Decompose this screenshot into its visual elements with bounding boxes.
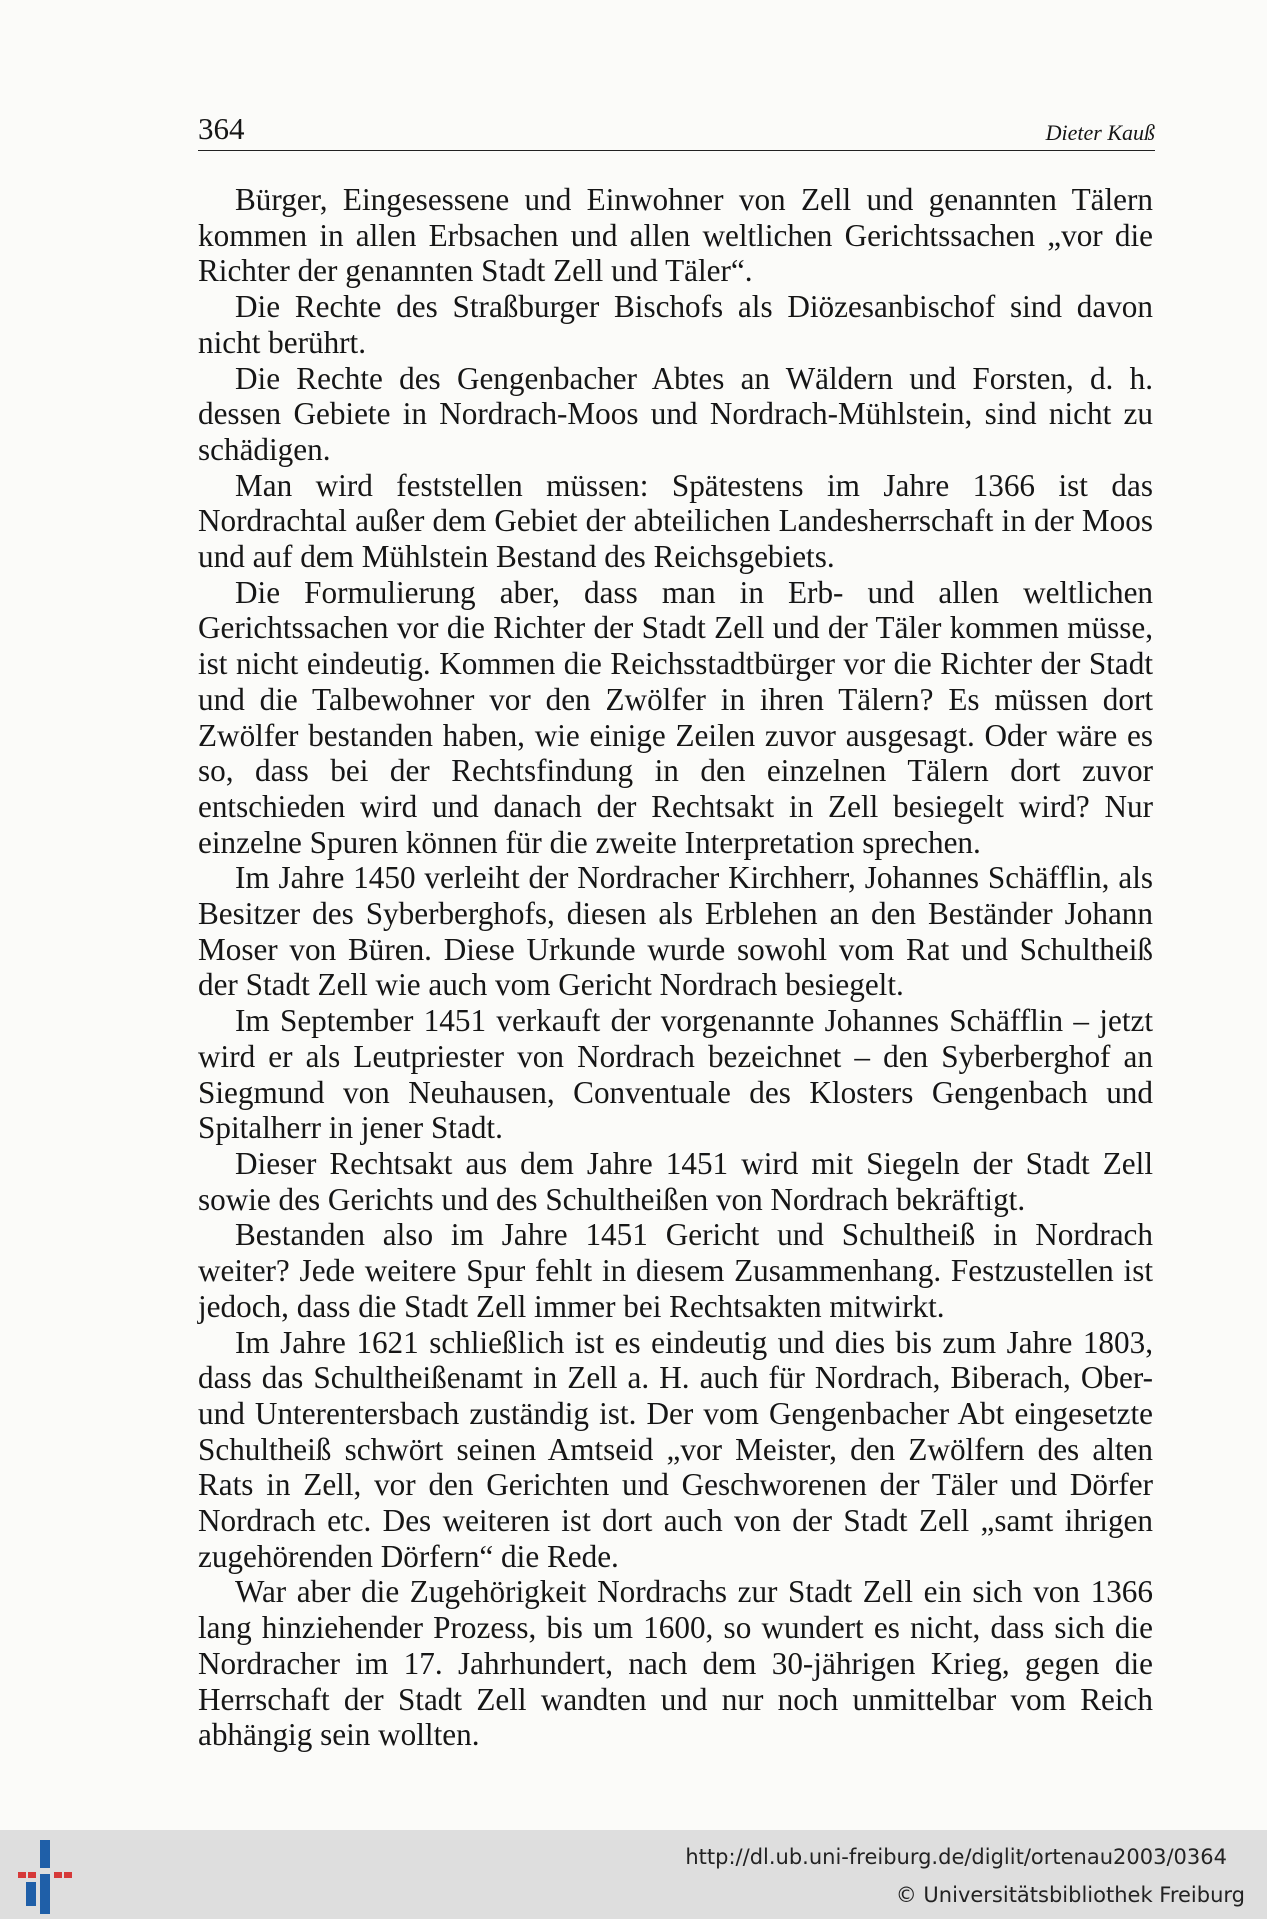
paragraph: Im Jahre 1450 verleiht der Nordracher Kirchherr, Johannes Schäfflin, als Besitzer des Syberberghofs, diesen als Erblehen an den Beständer Johann Moser von Büren. Diese Urkunde wurde sowohl vom Rat und Schultheiß der Stadt Zell wie auch vom Gericht Nordrach besiegelt. [198,860,1153,1003]
body-text [198,182,1153,1753]
paragraph: Die Rechte des Gengenbacher Abtes an Wäldern und Forsten, d. h. dessen Gebiete in Nordrach-Moos und Nordrach-Mühlstein, sind nicht zu schädigen. [198,360,1153,467]
paragraph: Bestanden also im Jahre 1451 Gericht und Schultheiß in Nordrach weiter? Jede weitere Spur fehlt in diesem Zusammenhang. Festzustellen ist jedoch, dass die Stadt Zell immer bei Rechtsakten mitwirkt. [198,1217,1153,1324]
paragraph: Bürger, Eingesessene und Einwohner von Zell und genannten Tälern kommen in allen Erbsachen und allen weltlichen Gerichtssachen „vor die Richter der genannten Stadt Zell und Täler“. [198,182,1153,289]
permalink-url[interactable]: http://dl.ub.uni-freiburg.de/diglit/ortenau2003/0364 [685,1845,1227,1869]
paragraph: Im September 1451 verkauft der vorgenannte Johannes Schäfflin – jetzt wird er als Leutpriester von Nordrach bezeichnet – den Syberberghof an Siegmund von Neuhausen, Conventuale des Klosters Gengenbach und Spitalherr in jener Stadt. [198,1003,1153,1146]
library-footer [0,1830,1267,1919]
copyright-notice: © Universitätsbibliothek Freiburg [895,1883,1245,1907]
paragraph: Dieser Rechtsakt aus dem Jahre 1451 wird mit Siegeln der Stadt Zell sowie des Gerichts und des Schultheißen von Nordrach bekräftigt. [198,1145,1153,1217]
paragraph: Die Formulierung aber, dass man in Erb- und allen weltlichen Gerichtssachen vor die Richter der Stadt Zell und der Täler kommen müsse, ist nicht eindeutig. Kommen die Reichsstadtbürger vor die Richter der Stadt und die Talbewohner vor den Zwölfer in ihren Tälern? Es müssen dort Zwölfer bestanden haben, wie einige Zeilen zuvor ausgesagt. Oder wäre es so, dass bei der Rechtsfindung in den einzelnen Tälern dort zuvor entschieden wird und danach der Rechtsakt in Zell besiegelt wird? Nur einzelne Spuren können für die zweite Interpretation sprechen. [198,574,1153,860]
ub-freiburg-logo-icon [18,1840,82,1914]
paragraph: Man wird feststellen müssen: Spätestens im Jahre 1366 ist das Nordrachtal außer dem Gebiet der abteilichen Landesherrschaft in der Moos und auf dem Mühlstein Bestand des Reichsgebiets. [198,467,1153,575]
page-header [198,110,1155,151]
paragraph: Die Rechte des Straßburger Bischofs als Diözesanbischof sind davon nicht berührt. [198,289,1153,360]
page-number: 364 [198,111,245,146]
paragraph: War aber die Zugehörigkeit Nordrachs zur Stadt Zell ein sich von 1366 lang hinziehender Prozess, bis um 1600, so wundert es nicht, dass sich die Nordracher im 17. Jahrhundert, nach dem 30-jährigen Krieg, gegen die Herrschaft der Stadt Zell wandten und nur noch unmittelbar vom Reich abhängig sein wollten. [198,1574,1153,1753]
paragraph: Im Jahre 1621 schließlich ist es eindeutig und dies bis zum Jahre 1803, dass das Schultheißenamt in Zell a. H. auch für Nordrach, Biberach, Ober- und Unterentersbach zuständig ist. Der vom Gengenbacher Abt eingesetzte Schultheiß schwört seinen Amtseid „vor Meister, den Zwölfern des alten Rats in Zell, vor den Gerichten und Geschworenen der Täler und Dörfer Nordrach etc. Des weiteren ist dort auch von der Stadt Zell „samt ihrigen zugehörenden Dörfern“ die Rede. [198,1324,1153,1574]
running-head-author: Dieter Kauß [1045,120,1155,145]
